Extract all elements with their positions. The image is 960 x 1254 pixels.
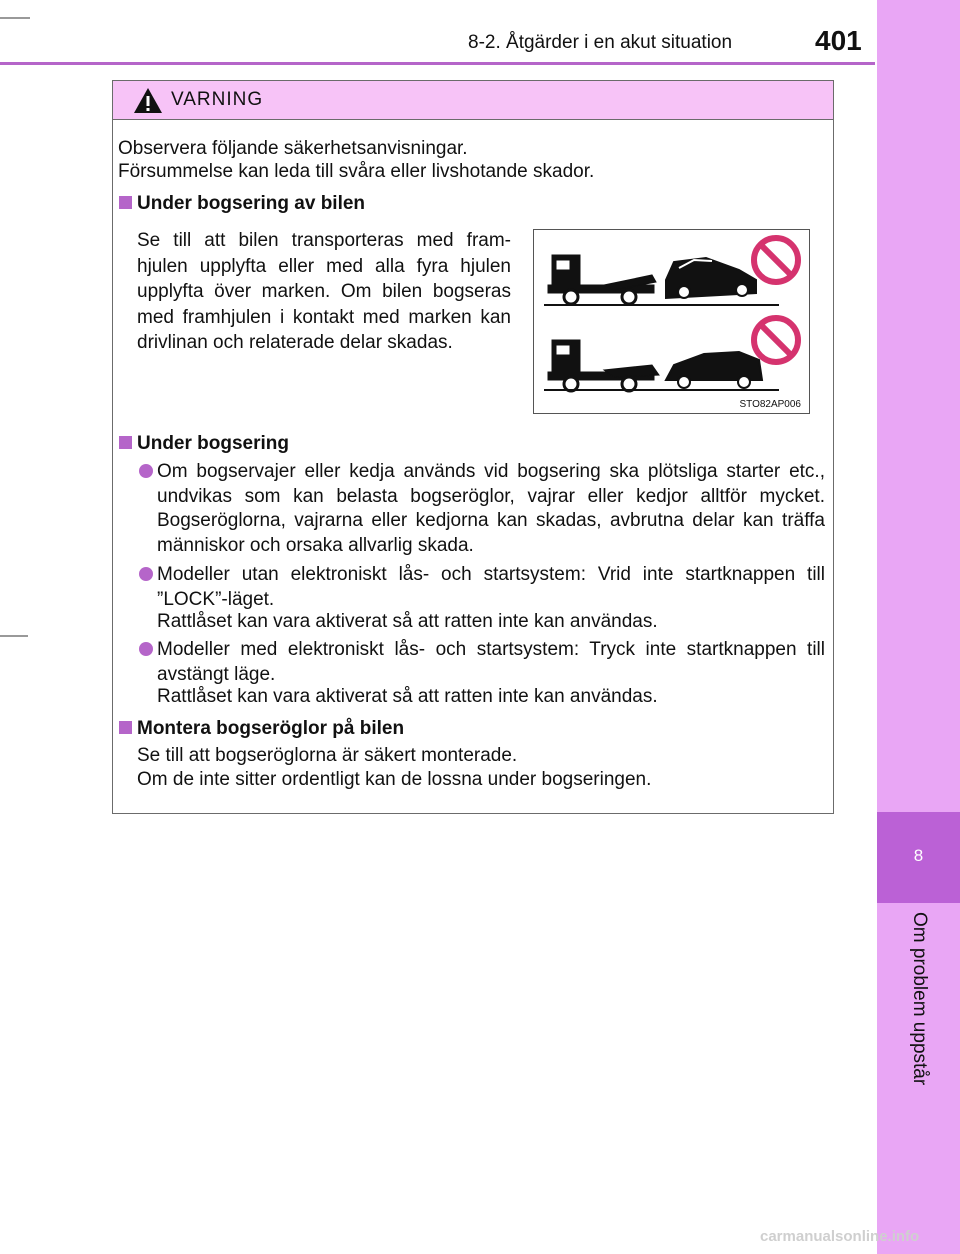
section-text-eyelets-line2: Om de inte sitter ordentligt kan de lossna under bogseringen.: [137, 769, 652, 790]
warning-intro-line2: Försummelse kan leda till svåra eller livshotande skador.: [118, 161, 595, 182]
section-heading-tow-eyelets: Montera bogseröglor på bilen: [137, 718, 405, 739]
car-bottom: [666, 352, 762, 388]
bullet-text-cables: Om bogservajer eller kedja används vid bogsering ska plötsliga starter etc., undvikas som kan belasta bogseröglor, vajrar eller kedjor alltför mycket. Bogseröglorna, vajrarna eller kedjorna kan skadas, avbrutna delar kan träffa människor och orsaka allvarlig skada.: [157, 461, 825, 556]
section-bullet-icon: [119, 436, 132, 449]
figure-caption: STO82AP006: [739, 399, 801, 410]
tow-truck-bottom: [548, 340, 659, 391]
watermark: carmanualsonline.info: [760, 1228, 920, 1245]
car-top: [666, 258, 756, 298]
warning-triangle-icon: [133, 87, 163, 114]
warning-title: VARNING: [171, 89, 264, 110]
chapter-number: 8: [913, 846, 924, 865]
section-title: 8-2. Åtgärder i en akut situation: [468, 32, 733, 53]
chapter-title: [908, 912, 932, 1102]
towing-illustration: [533, 229, 810, 414]
bullet-dot-icon: [139, 464, 153, 478]
section-heading-towing: Under bogsering: [137, 433, 290, 454]
warning-intro-line1: Observera följande säkerhetsanvisningar.: [118, 138, 468, 159]
section-text-towing-car: Se till att bilen transporteras med fram-hjulen upplyfta eller med alla fyra hjulen upplyfta över marken. Om bilen bogseras med framhjulen i kontakt med marken kan drivlinan och relaterade delar skadas.: [137, 230, 511, 353]
chapter-title-text: Om problem uppstår: [909, 912, 930, 1086]
prohibited-icon-bottom: [754, 318, 798, 362]
bullet-text-no-smart-key: Modeller utan elektroniskt lås- och startsystem: Vrid inte startknappen till ”LOCK”-läget.: [157, 564, 825, 610]
warning-header: [113, 81, 833, 120]
prohibited-icon-top: [754, 238, 798, 282]
section-bullet-icon: [119, 721, 132, 734]
section-text-eyelets-line1: Se till att bogseröglorna är säkert monterade.: [137, 745, 518, 766]
bullet-note-no-smart-key: Rattlåset kan vara aktiverat så att ratten inte kan användas.: [157, 611, 658, 632]
tow-truck-top: [548, 255, 656, 304]
header-rule: [0, 62, 875, 65]
bullet-text-smart-key: Modeller med elektroniskt lås- och startsystem: Tryck inte startknappen till avstängt läge.: [157, 639, 825, 685]
bullet-dot-icon: [139, 642, 153, 656]
page-number: 401: [815, 25, 862, 56]
bullet-note-smart-key: Rattlåset kan vara aktiverat så att ratten inte kan användas.: [157, 686, 658, 707]
towing-diagram: [534, 230, 809, 413]
section-bullet-icon: [119, 196, 132, 209]
section-heading-towing-car: Under bogsering av bilen: [137, 193, 366, 214]
bullet-dot-icon: [139, 567, 153, 581]
